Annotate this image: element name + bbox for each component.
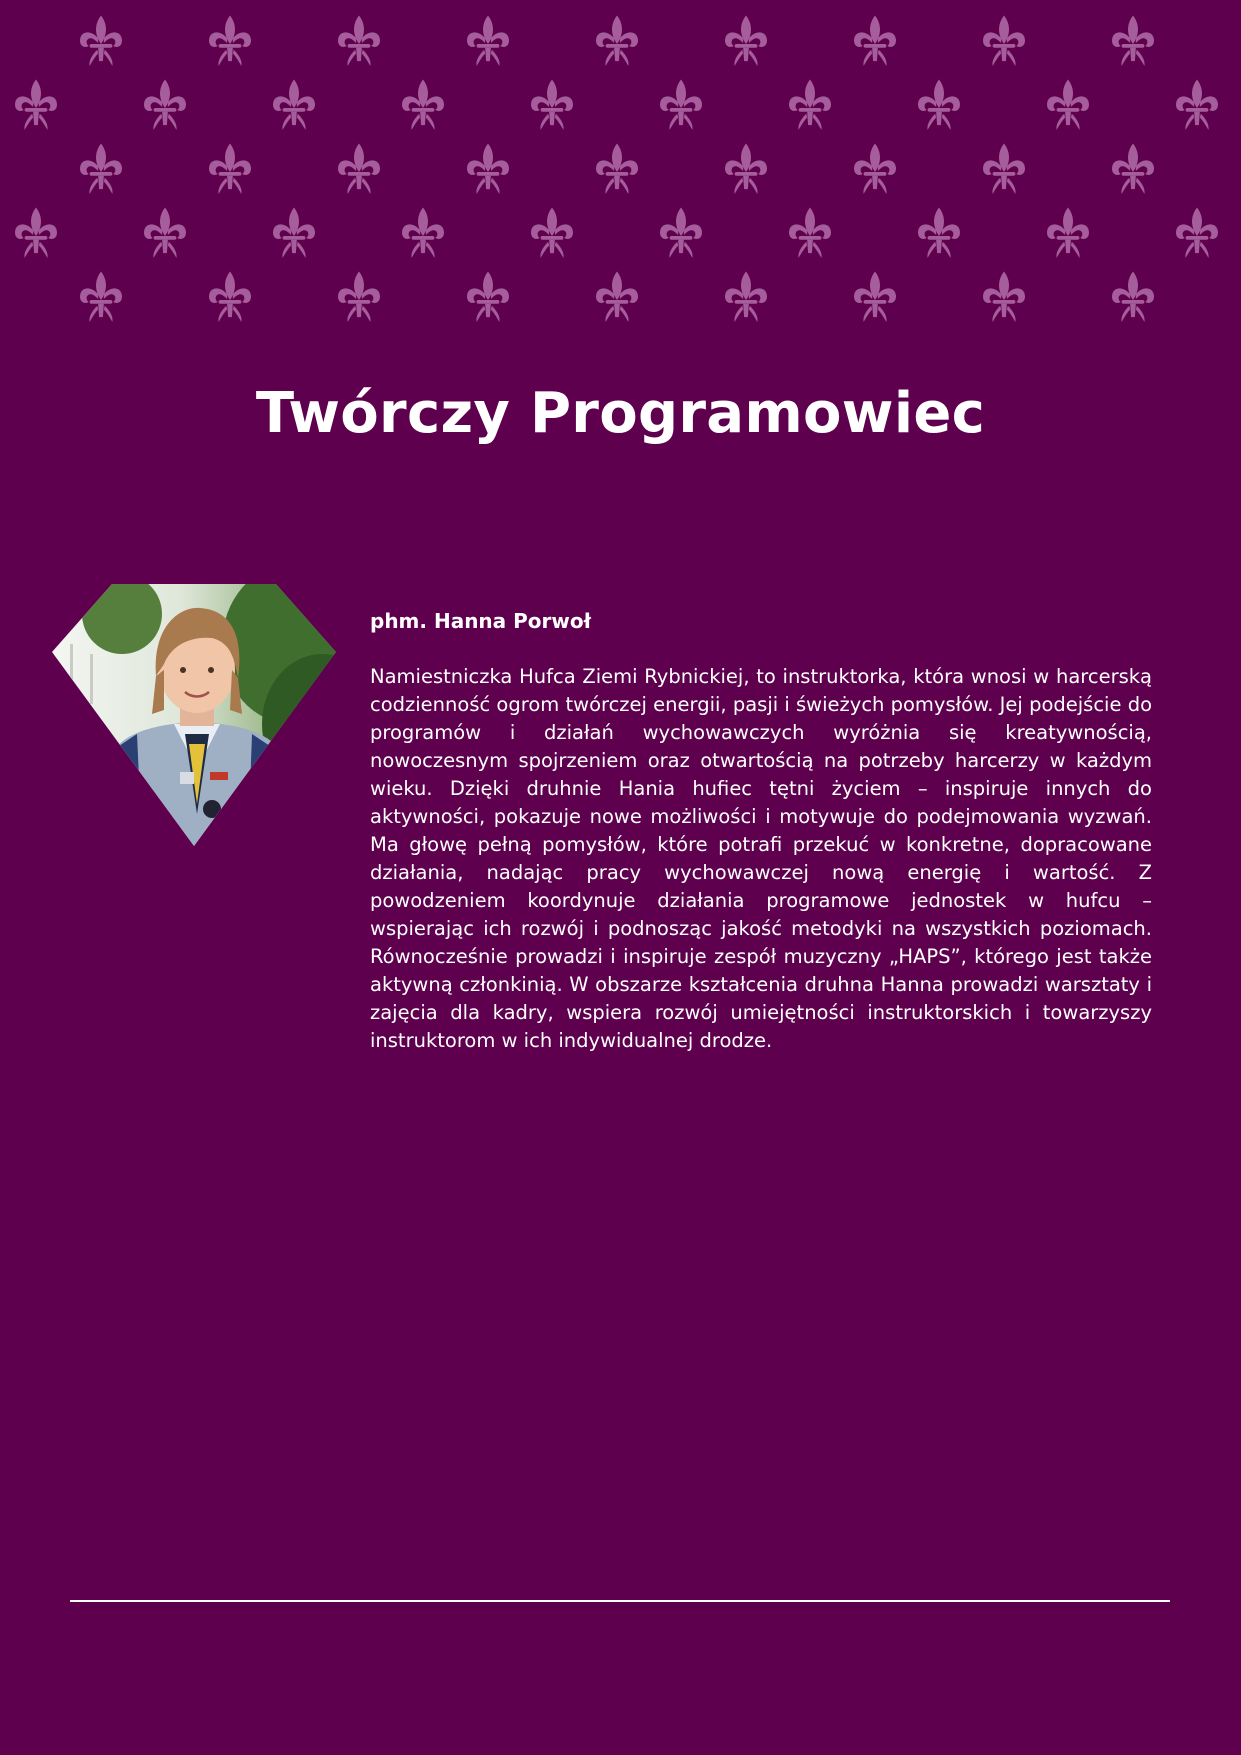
fleur-de-lis-icon <box>15 208 57 258</box>
fleur-de-lis-icon <box>144 208 186 258</box>
fleur-de-lis-icon <box>80 272 122 322</box>
fleur-de-lis-icon <box>596 144 638 194</box>
fleur-de-lis-icon <box>467 144 509 194</box>
person-name: phm. Hanna Porwoł <box>370 609 592 633</box>
header-pattern-band <box>0 0 1241 340</box>
fleur-de-lis-icon <box>467 272 509 322</box>
fleur-de-lis-icon <box>1047 208 1089 258</box>
fleur-de-lis-icon <box>402 208 444 258</box>
fleur-de-lis-icon <box>789 80 831 130</box>
fleur-de-lis-icon <box>273 208 315 258</box>
fleur-de-lis-icon <box>1112 272 1154 322</box>
fleur-de-lis-pattern <box>0 0 1241 340</box>
fleur-de-lis-icon <box>983 15 1025 65</box>
fleur-de-lis-icon <box>983 144 1025 194</box>
fleur-de-lis-icon <box>1112 144 1154 194</box>
fleur-de-lis-icon <box>983 272 1025 322</box>
fleur-de-lis-icon <box>338 144 380 194</box>
portrait-frame <box>52 584 336 846</box>
fleur-de-lis-icon <box>725 272 767 322</box>
fleur-de-lis-icon <box>918 208 960 258</box>
fleur-de-lis-icon <box>531 208 573 258</box>
fleur-de-lis-icon <box>854 144 896 194</box>
fleur-de-lis-icon <box>660 80 702 130</box>
bio-paragraph: Namiestniczka Hufca Ziemi Rybnickiej, to instruktorka, która wnosi w harcerską codzienność ogrom twórczej energii, pasji i świeżych pomysłów. Jej podejście do programów i działań wychowawczych wyróżnia się kreatywnością, nowoczesnym spojrzeniem oraz otwartością na potrzeby harcerzy w każdym wieku. Dzięki druhnie Hania hufiec tętni życiem – inspiruje innych do aktywności, pokazuje nowe możliwości i motywuje do podejmowania wyzwań. Ma głowę pełną pomysłów, które potrafi przekuć w konkretne, dopracowane działania, nadając pracy wychowawczej nową energię i wartość. Z powodzeniem koordynuje działania programowe jednostek w hufcu – wspierając ich rozwój i podnosząc jakość metodyki na wszystkich poziomach. Równocześnie prowadzi i inspiruje zespół muzyczny „HAPS”, którego jest także aktywną członkinią. W obszarze kształcenia druhna Hanna prowadzi warsztaty i zajęcia dla kadry, wspiera rozwój umiejętności instruktorskich i towarzyszy instruktorom w ich indywidualnej drodze. <box>370 665 1152 1052</box>
fleur-de-lis-icon <box>1112 15 1154 65</box>
fleur-de-lis-icon <box>660 208 702 258</box>
fleur-de-lis-icon <box>338 15 380 65</box>
fleur-de-lis-icon <box>209 15 251 65</box>
fleur-de-lis-icon <box>15 80 57 130</box>
fleur-de-lis-icon <box>209 144 251 194</box>
fleur-de-lis-icon <box>80 15 122 65</box>
fleur-de-lis-icon <box>1176 208 1218 258</box>
portrait-photo <box>52 584 336 846</box>
fleur-de-lis-icon <box>725 15 767 65</box>
fleur-de-lis-icon <box>273 80 315 130</box>
fleur-de-lis-icon <box>596 15 638 65</box>
fleur-de-lis-icon <box>854 272 896 322</box>
fleur-de-lis-icon <box>531 80 573 130</box>
fleur-de-lis-icon <box>80 144 122 194</box>
fleur-de-lis-icon <box>1047 80 1089 130</box>
fleur-de-lis-icon <box>209 272 251 322</box>
fleur-de-lis-icon <box>918 80 960 130</box>
fleur-de-lis-icon <box>338 272 380 322</box>
fleur-de-lis-icon <box>596 272 638 322</box>
fleur-de-lis-icon <box>725 144 767 194</box>
fleur-de-lis-icon <box>1176 80 1218 130</box>
fleur-de-lis-icon <box>789 208 831 258</box>
footer-divider <box>70 1600 1170 1602</box>
fleur-de-lis-icon <box>402 80 444 130</box>
fleur-de-lis-icon <box>467 15 509 65</box>
fleur-de-lis-icon <box>144 80 186 130</box>
fleur-de-lis-icon <box>854 15 896 65</box>
page-title: Twórczy Programowiec <box>255 381 986 446</box>
